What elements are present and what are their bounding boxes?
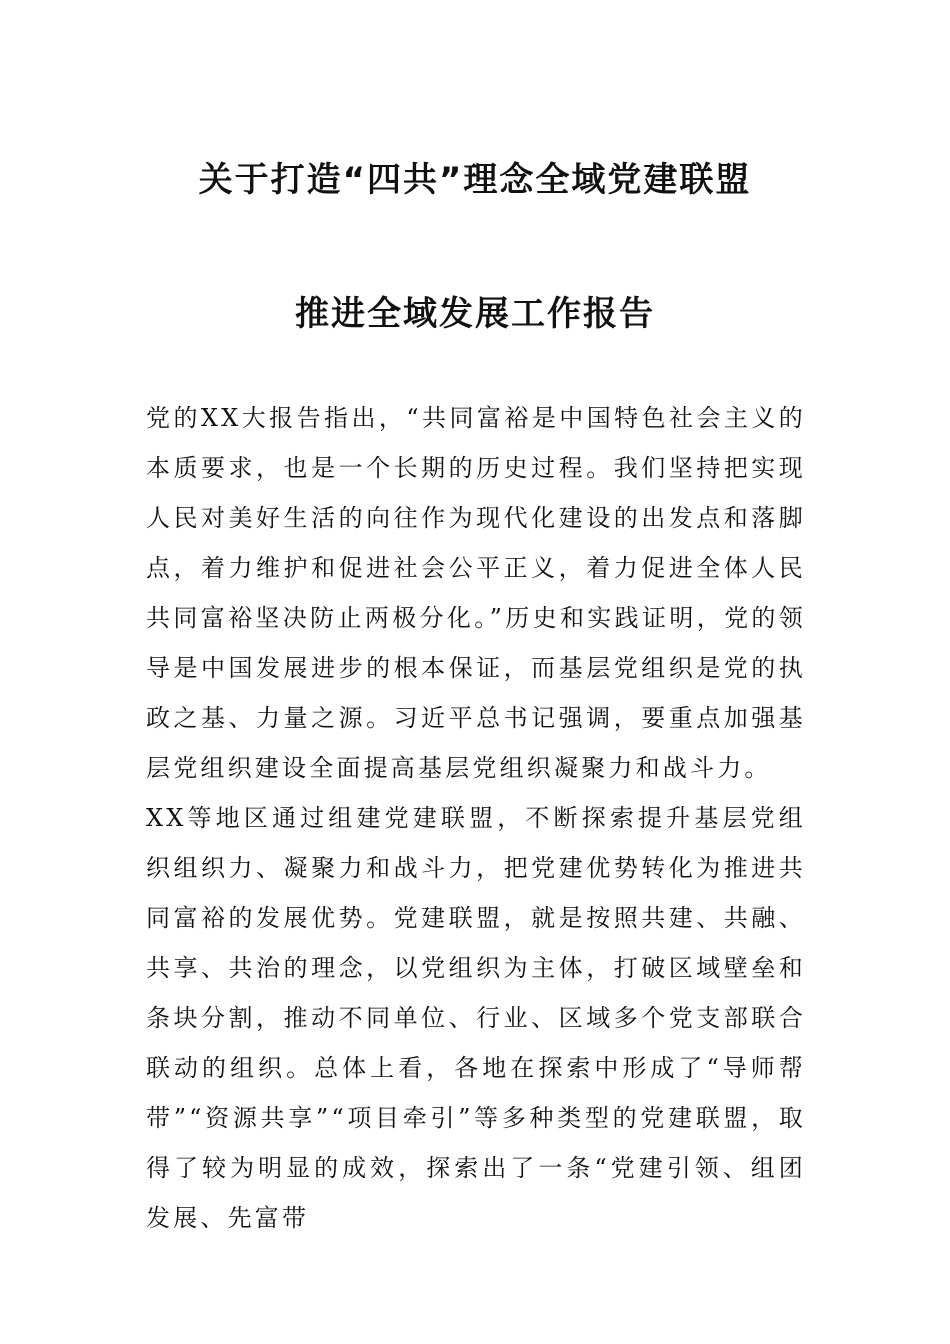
document-title-line-2: 推进全域发展工作报告 — [295, 294, 655, 334]
paragraph-2: XX等地区通过组建党建联盟，不断探索提升基层党组织组织力、凝聚力和战斗力，把党建优势转化为推进共同富裕的发展优势。党建联盟，就是按照共建、共融、共享、共治的理念，以党组织为主体，打破区域壁垒和条块分割，推动不同单位、行业、区域多个党支部联合联动的组织。总体上看，各地在探索中形成了“导师帮带”“资源共享”“项目牵引”等多种类型的党建联盟，取得了较为明显的成效，探索出了一条“党建引领、组团发展、先富带 — [146, 804, 806, 1232]
paragraph-1: 党的XX大报告指出，“共同富裕是中国特色社会主义的本质要求，也是一个长期的历史过程。我们坚持把实现人民对美好生活的向往作为现代化建设的出发点和落脚点，着力维护和促进社会公平正义，着力促进全体人民共同富裕坚决防止两极分化。”历史和实践证明，党的领导是中国发展进步的根本保证，而基层党组织是党的执政之基、力量之源。习近平总书记强调，要重点加强基层党组织建设全面提高基层党组织凝聚力和战斗力。 — [146, 404, 806, 782]
document-title-line-1: 关于打造“四共”理念全域党建联盟 — [198, 160, 752, 200]
document-body — [146, 393, 806, 1243]
